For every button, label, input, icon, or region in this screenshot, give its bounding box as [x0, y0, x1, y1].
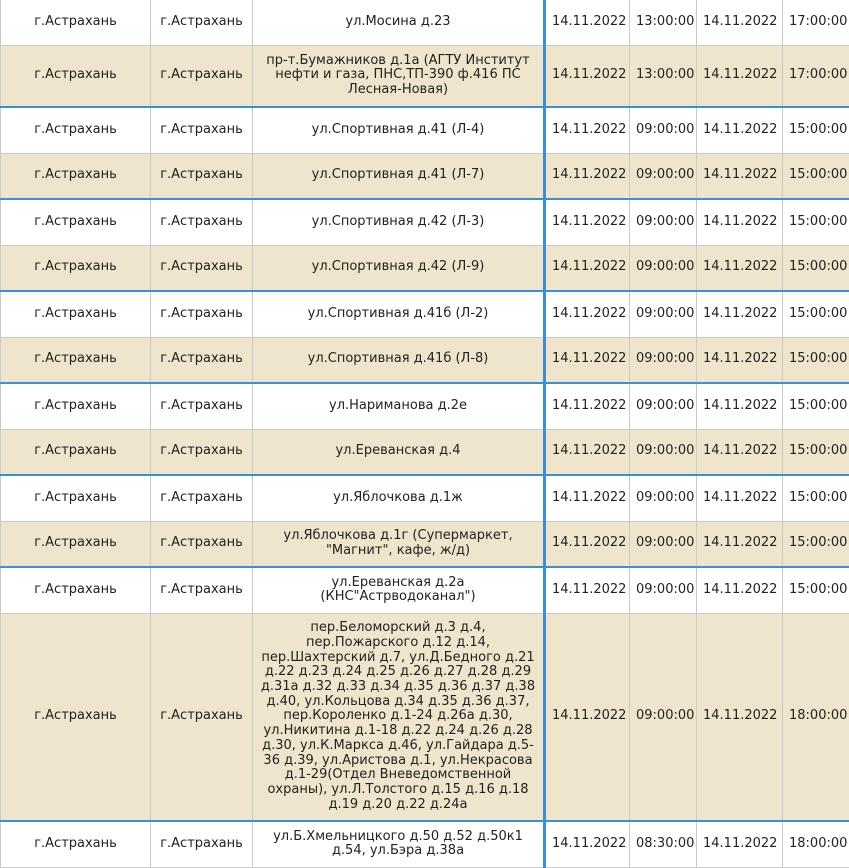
address-cell: ул.Яблочкова д.1г (Супермаркет, "Магнит", кафе, ж/д) — [253, 521, 545, 567]
address-cell: пр-т.Бумажников д.1а (АГТУ Институт нефти и газа, ПНС,ТП-390 ф.416 ПС Лесная-Новая) — [253, 45, 545, 107]
district-cell: г.Астрахань — [151, 383, 253, 429]
table-row — [1, 245, 849, 291]
start-time-cell: 13:00:00 — [630, 0, 697, 45]
city-cell: г.Астрахань — [1, 475, 151, 521]
address-cell: ул.Спортивная д.41б (Л-8) — [253, 337, 545, 383]
district-cell: г.Астрахань — [151, 291, 253, 337]
district-cell: г.Астрахань — [151, 821, 253, 867]
city-cell: г.Астрахань — [1, 613, 151, 821]
end-date-cell: 14.11.2022 — [697, 337, 783, 383]
end-date-cell: 14.11.2022 — [697, 567, 783, 613]
start-time-cell: 09:00:00 — [630, 337, 697, 383]
city-cell: г.Астрахань — [1, 821, 151, 867]
table-row — [1, 199, 849, 245]
end-date-cell: 14.11.2022 — [697, 429, 783, 475]
city-cell: г.Астрахань — [1, 429, 151, 475]
start-date-cell: 14.11.2022 — [545, 291, 630, 337]
start-date-cell: 14.11.2022 — [545, 45, 630, 107]
start-time-cell: 09:00:00 — [630, 107, 697, 153]
table-row — [1, 383, 849, 429]
city-cell: г.Астрахань — [1, 107, 151, 153]
city-cell: г.Астрахань — [1, 337, 151, 383]
address-cell: ул.Ереванская д.4 — [253, 429, 545, 475]
district-cell: г.Астрахань — [151, 613, 253, 821]
end-date-cell: 14.11.2022 — [697, 383, 783, 429]
start-date-cell: 14.11.2022 — [545, 153, 630, 199]
start-time-cell: 09:00:00 — [630, 383, 697, 429]
address-cell: ул.Нариманова д.2е — [253, 383, 545, 429]
end-time-cell: 15:00:00 — [783, 245, 849, 291]
start-date-cell: 14.11.2022 — [545, 821, 630, 867]
address-cell: ул.Б.Хмельницкого д.50 д.52 д.50к1 д.54, ул.Бэра д.38а — [253, 821, 545, 867]
end-date-cell: 14.11.2022 — [697, 821, 783, 867]
end-time-cell: 15:00:00 — [783, 107, 849, 153]
address-cell: ул.Мосина д.23 — [253, 0, 545, 45]
start-date-cell: 14.11.2022 — [545, 613, 630, 821]
end-time-cell: 15:00:00 — [783, 429, 849, 475]
end-time-cell: 15:00:00 — [783, 291, 849, 337]
end-date-cell: 14.11.2022 — [697, 613, 783, 821]
city-cell: г.Астрахань — [1, 153, 151, 199]
start-date-cell: 14.11.2022 — [545, 475, 630, 521]
city-cell: г.Астрахань — [1, 199, 151, 245]
end-time-cell: 15:00:00 — [783, 199, 849, 245]
table-row — [1, 521, 849, 567]
start-time-cell: 09:00:00 — [630, 521, 697, 567]
start-time-cell: 09:00:00 — [630, 567, 697, 613]
end-time-cell: 15:00:00 — [783, 337, 849, 383]
start-date-cell: 14.11.2022 — [545, 245, 630, 291]
end-time-cell: 15:00:00 — [783, 567, 849, 613]
city-cell: г.Астрахань — [1, 291, 151, 337]
end-date-cell: 14.11.2022 — [697, 153, 783, 199]
district-cell: г.Астрахань — [151, 521, 253, 567]
end-date-cell: 14.11.2022 — [697, 199, 783, 245]
start-time-cell: 09:00:00 — [630, 153, 697, 199]
start-time-cell: 09:00:00 — [630, 245, 697, 291]
end-date-cell: 14.11.2022 — [697, 475, 783, 521]
start-time-cell: 09:00:00 — [630, 291, 697, 337]
start-time-cell: 09:00:00 — [630, 429, 697, 475]
table-row — [1, 567, 849, 613]
end-time-cell: 15:00:00 — [783, 383, 849, 429]
district-cell: г.Астрахань — [151, 245, 253, 291]
address-cell: пер.Беломорский д.3 д.4, пер.Пожарского д.12 д.14, пер.Шахтерский д.7, ул.Д.Бедного д.21 д.22 д.23 д.24 д.25 д.26 д.27 д.28 д.29 д.31а д.32 д.33 д.34 д.35 д.36 д.37 д.38 д.40, ул.Кольцова д.34 д.35 д.36 д.37, пер.Короленко д.1-24 д.26а д.30, ул.Никитина д.1-18 д.22 д.24 д.26 д.28 д.30, ул.К.Маркса д.46, ул.Гайдара д.5-36 д.39, ул.Аристова д.1, ул.Некрасова д.1-29(Отдел Вневедомственной охраны), ул.Л.Толстого д.15 д.16 д.18 д.19 д.20 д.22 д.24а — [253, 613, 545, 821]
end-time-cell: 15:00:00 — [783, 475, 849, 521]
start-time-cell: 08:30:00 — [630, 821, 697, 867]
end-time-cell: 15:00:00 — [783, 153, 849, 199]
address-cell: ул.Спортивная д.41 (Л-7) — [253, 153, 545, 199]
address-cell: ул.Спортивная д.42 (Л-3) — [253, 199, 545, 245]
district-cell: г.Астрахань — [151, 337, 253, 383]
district-cell: г.Астрахань — [151, 107, 253, 153]
address-cell: ул.Спортивная д.42 (Л-9) — [253, 245, 545, 291]
start-date-cell: 14.11.2022 — [545, 199, 630, 245]
end-time-cell: 15:00:00 — [783, 521, 849, 567]
end-time-cell: 18:00:00 — [783, 613, 849, 821]
city-cell: г.Астрахань — [1, 45, 151, 107]
district-cell: г.Астрахань — [151, 475, 253, 521]
city-cell: г.Астрахань — [1, 567, 151, 613]
city-cell: г.Астрахань — [1, 521, 151, 567]
table-row — [1, 291, 849, 337]
start-date-cell: 14.11.2022 — [545, 567, 630, 613]
district-cell: г.Астрахань — [151, 567, 253, 613]
city-cell: г.Астрахань — [1, 245, 151, 291]
table-row — [1, 613, 849, 821]
district-cell: г.Астрахань — [151, 45, 253, 107]
address-cell: ул.Спортивная д.41б (Л-2) — [253, 291, 545, 337]
table-body — [1, 0, 849, 867]
address-cell: ул.Спортивная д.41 (Л-4) — [253, 107, 545, 153]
city-cell: г.Астрахань — [1, 0, 151, 45]
district-cell: г.Астрахань — [151, 429, 253, 475]
start-time-cell: 09:00:00 — [630, 199, 697, 245]
table-row — [1, 337, 849, 383]
end-time-cell: 17:00:00 — [783, 45, 849, 107]
start-date-cell: 14.11.2022 — [545, 0, 630, 45]
end-date-cell: 14.11.2022 — [697, 45, 783, 107]
address-cell: ул.Яблочкова д.1ж — [253, 475, 545, 521]
end-date-cell: 14.11.2022 — [697, 521, 783, 567]
end-date-cell: 14.11.2022 — [697, 245, 783, 291]
start-time-cell: 09:00:00 — [630, 475, 697, 521]
end-time-cell: 17:00:00 — [783, 0, 849, 45]
start-time-cell: 09:00:00 — [630, 613, 697, 821]
district-cell: г.Астрахань — [151, 0, 253, 45]
start-date-cell: 14.11.2022 — [545, 521, 630, 567]
end-date-cell: 14.11.2022 — [697, 107, 783, 153]
table-row — [1, 107, 849, 153]
table-row — [1, 429, 849, 475]
district-cell: г.Астрахань — [151, 199, 253, 245]
table-row — [1, 153, 849, 199]
start-date-cell: 14.11.2022 — [545, 107, 630, 153]
city-cell: г.Астрахань — [1, 383, 151, 429]
end-date-cell: 14.11.2022 — [697, 0, 783, 45]
table-row — [1, 821, 849, 867]
start-date-cell: 14.11.2022 — [545, 383, 630, 429]
start-time-cell: 13:00:00 — [630, 45, 697, 107]
end-time-cell: 18:00:00 — [783, 821, 849, 867]
address-cell: ул.Ереванская д.2а (КНС"Астрводоканал") — [253, 567, 545, 613]
table-row — [1, 45, 849, 107]
end-date-cell: 14.11.2022 — [697, 291, 783, 337]
table-row — [1, 0, 849, 45]
start-date-cell: 14.11.2022 — [545, 337, 630, 383]
table-row — [1, 475, 849, 521]
district-cell: г.Астрахань — [151, 153, 253, 199]
start-date-cell: 14.11.2022 — [545, 429, 630, 475]
